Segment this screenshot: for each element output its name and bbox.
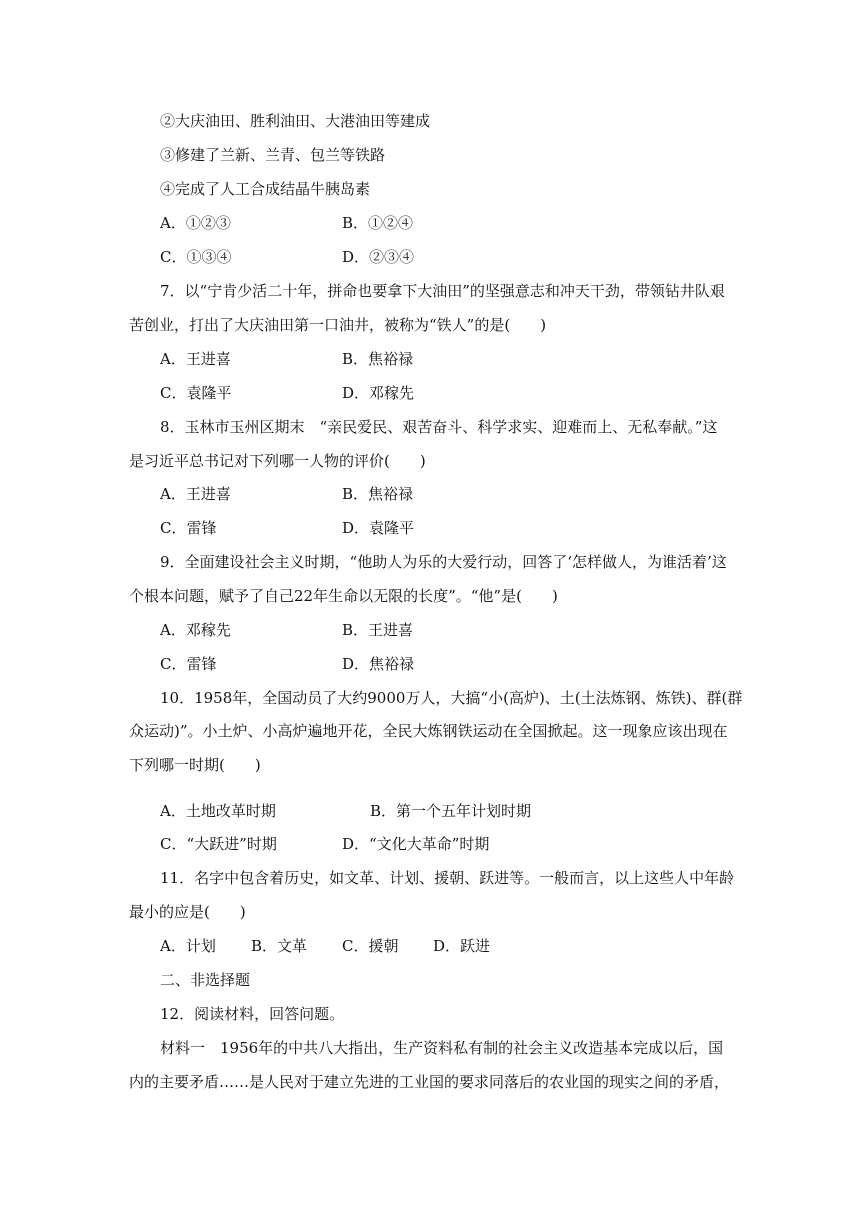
material-one-line1: 材料一 1956年的中共八大指出，生产资料私有制的社会主义改造基本完成以后，国 [160, 1039, 724, 1057]
option-a: A．①②③ [160, 214, 231, 232]
question-8-line1: 8．玉林市玉州区期末 “亲民爱民、艰苦奋斗、科学求实、迎难而上、无私奉献。”这 [160, 418, 718, 436]
question-7-line1: 7．以“宁肯少活二十年，拼命也要拿下大油田”的坚强意志和冲天干劲，带领钻井队艰 [160, 282, 725, 300]
material-one-line2: 内的主要矛盾……是人民对于建立先进的工业国的要求同落后的农业国的现实之间的矛盾， [129, 1073, 730, 1091]
option-a: A．王进喜 [160, 485, 231, 503]
option-c: C．①③④ [160, 248, 232, 266]
option-d: D．邓稼先 [342, 384, 415, 402]
option-b: B．焦裕禄 [342, 485, 414, 503]
option-b: B．焦裕禄 [342, 350, 414, 368]
option-c: C．雷锋 [160, 519, 217, 537]
option-b: B．①②④ [342, 214, 414, 232]
option-c: C．援朝 [342, 937, 399, 955]
option-d: D．焦裕禄 [342, 655, 415, 673]
question-7-line2: 苦创业，打出了大庆油田第一口油井，被称为“铁人”的是( ) [129, 316, 547, 334]
question-10-line1: 10．1958年，全国动员了大约9000万人，大搞“小(高炉)、土(土法炼钢、炼铁)、群(群 [160, 689, 743, 707]
option-d: D．跃进 [433, 937, 491, 955]
question-8-line2: 是习近平总书记对下列哪一人物的评价( ) [129, 452, 426, 470]
option-d: D．②③④ [342, 248, 415, 266]
text-line: ②大庆油田、胜利油田、大港油田等建成 [160, 112, 431, 130]
option-c: C．雷锋 [160, 655, 217, 673]
question-9-line2: 个根本问题，赋予了自己22年生命以无限的长度”。“他”是( ) [129, 587, 558, 605]
option-d: D．“文化大革命”时期 [342, 835, 490, 853]
question-11-line1: 11．名字中包含着历史，如文革、计划、援朝、跃进等。一般而言，以上这些人中年龄 [160, 869, 735, 887]
question-9-line1: 9．全面建设社会主义时期，“他助人为乐的大爱行动，回答了‘怎样做人，为谁活着’这 [160, 553, 727, 571]
option-a: A．王进喜 [160, 350, 231, 368]
question-10-line2: 众运动)”。小土炉、小高炉遍地开花，全民大炼钢铁运动在全国掀起。这一现象应该出现在 [129, 722, 728, 740]
option-a: A．计划 [160, 937, 216, 955]
option-c: C．袁隆平 [160, 384, 232, 402]
option-b: B．王进喜 [342, 621, 414, 639]
option-a: A．邓稼先 [160, 621, 231, 639]
section-heading: 二、非选择题 [160, 971, 251, 989]
option-a: A．土地改革时期 [160, 802, 276, 820]
question-10-line3: 下列哪一时期( ) [129, 756, 261, 774]
option-b: B．文革 [251, 937, 308, 955]
text-line: ④完成了人工合成结晶牛胰岛素 [160, 180, 371, 198]
option-d: D．袁隆平 [342, 519, 415, 537]
question-11-line2: 最小的应是( ) [129, 903, 246, 921]
option-c: C．“大跃进”时期 [160, 835, 277, 853]
option-b: B．第一个五年计划时期 [370, 802, 532, 820]
question-12-title: 12．阅读材料，回答问题。 [160, 1005, 345, 1023]
text-line: ③修建了兰新、兰青、包兰等铁路 [160, 146, 386, 164]
